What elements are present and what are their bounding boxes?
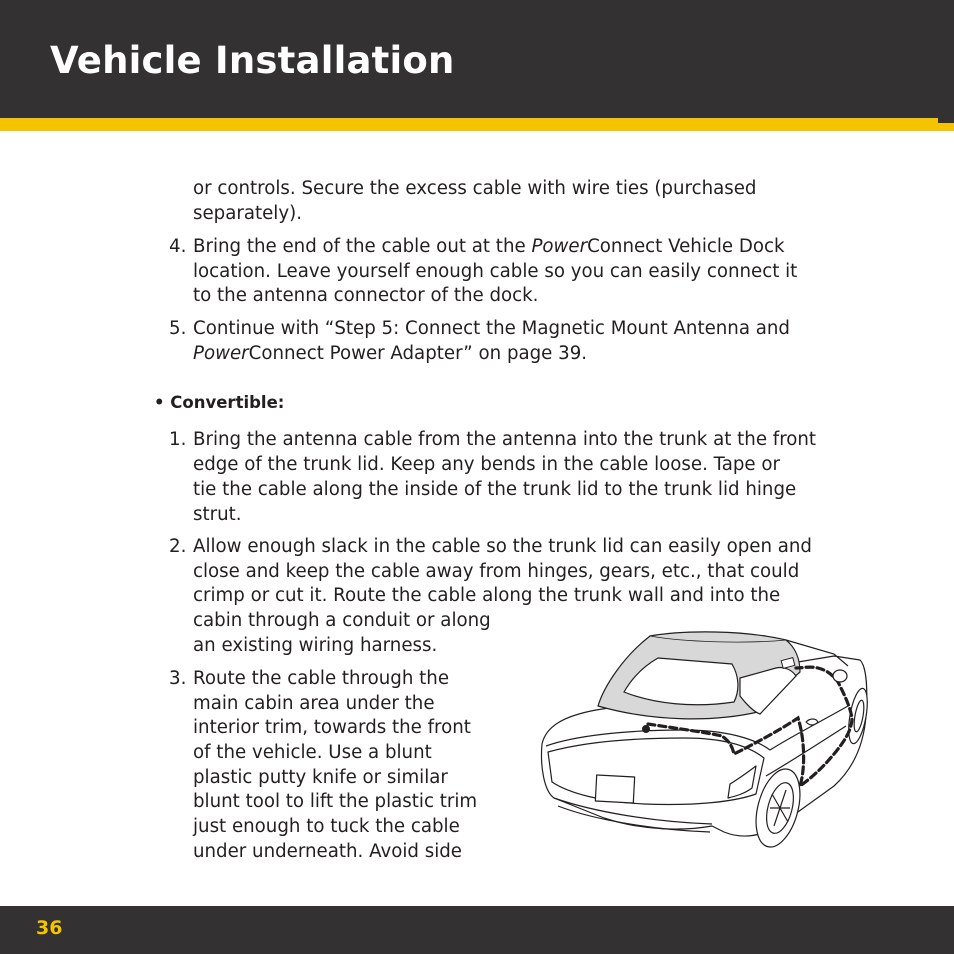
- accent-notch: [938, 118, 954, 123]
- convertible-item-3-line: blunt tool to lift the plastic trim: [193, 791, 478, 812]
- list-number: 5.: [169, 318, 187, 339]
- list-item-5-line: [193, 342, 587, 366]
- accent-stripe: [0, 118, 954, 131]
- convertible-item-3-line: Route the cable through the: [193, 668, 450, 689]
- text-segment: Connect Power Adapter” on page 39.: [248, 343, 588, 364]
- brand-italic: Power: [193, 343, 249, 364]
- list-number: 2.: [169, 536, 187, 557]
- convertible-item-3-line: main cabin area under the: [193, 693, 435, 714]
- convertible-item-2-line: crimp or cut it. Route the cable along the trunk wall and into the: [193, 585, 781, 606]
- convertible-item-3-line: under underneath. Avoid side: [193, 841, 462, 862]
- body-line: separately).: [193, 203, 302, 224]
- convertible-item-1-line: strut.: [193, 504, 242, 525]
- text-segment: Bring the end of the cable out at the: [193, 236, 532, 257]
- brand-italic: Power: [531, 236, 588, 257]
- list-number: 3.: [169, 668, 187, 689]
- convertible-item-2-line: an existing wiring harness.: [193, 635, 438, 656]
- convertible-item-3-line: interior trim, towards the front: [193, 717, 471, 738]
- list-item-4-line: to the antenna connector of the dock.: [193, 285, 539, 306]
- convertible-item-1-line: Bring the antenna cable from the antenna into the trunk at the front: [193, 429, 817, 450]
- list-item-4-line: location. Leave yourself enough cable so you can easily connect it: [193, 261, 798, 282]
- convertible-item-1-line: tie the cable along the inside of the trunk lid to the trunk lid hinge: [193, 479, 797, 500]
- page-number: 36: [36, 917, 63, 939]
- convertible-item-2-line: Allow enough slack in the cable so the trunk lid can easily open and: [193, 536, 812, 557]
- page-header: [0, 0, 954, 118]
- convertible-item-3-line: just enough to tuck the cable: [193, 816, 460, 837]
- list-number: 1.: [169, 429, 187, 450]
- text-segment: Connect Vehicle Dock: [587, 236, 785, 257]
- convertible-item-3-line: of the vehicle. Use a blunt: [193, 742, 432, 763]
- body-line: or controls. Secure the excess cable with wire ties (purchased: [193, 178, 757, 199]
- list-item-4-line: [193, 235, 785, 259]
- list-number: 4.: [169, 236, 187, 257]
- convertible-item-3-line: plastic putty knife or similar: [193, 767, 448, 788]
- convertible-item-2-line: close and keep the cable away from hinges, gears, etc., that could: [193, 561, 800, 582]
- convertible-item-2-line: cabin through a conduit or along: [193, 610, 491, 631]
- list-item-5-line: Continue with “Step 5: Connect the Magnetic Mount Antenna and: [193, 318, 790, 339]
- page-footer: [0, 906, 954, 954]
- page-title: Vehicle Installation: [50, 39, 455, 82]
- convertible-car-illustration: [534, 626, 874, 866]
- section-heading-convertible: • Convertible:: [154, 393, 285, 412]
- convertible-item-1-line: edge of the trunk lid. Keep any bends in the cable loose. Tape or: [193, 454, 780, 475]
